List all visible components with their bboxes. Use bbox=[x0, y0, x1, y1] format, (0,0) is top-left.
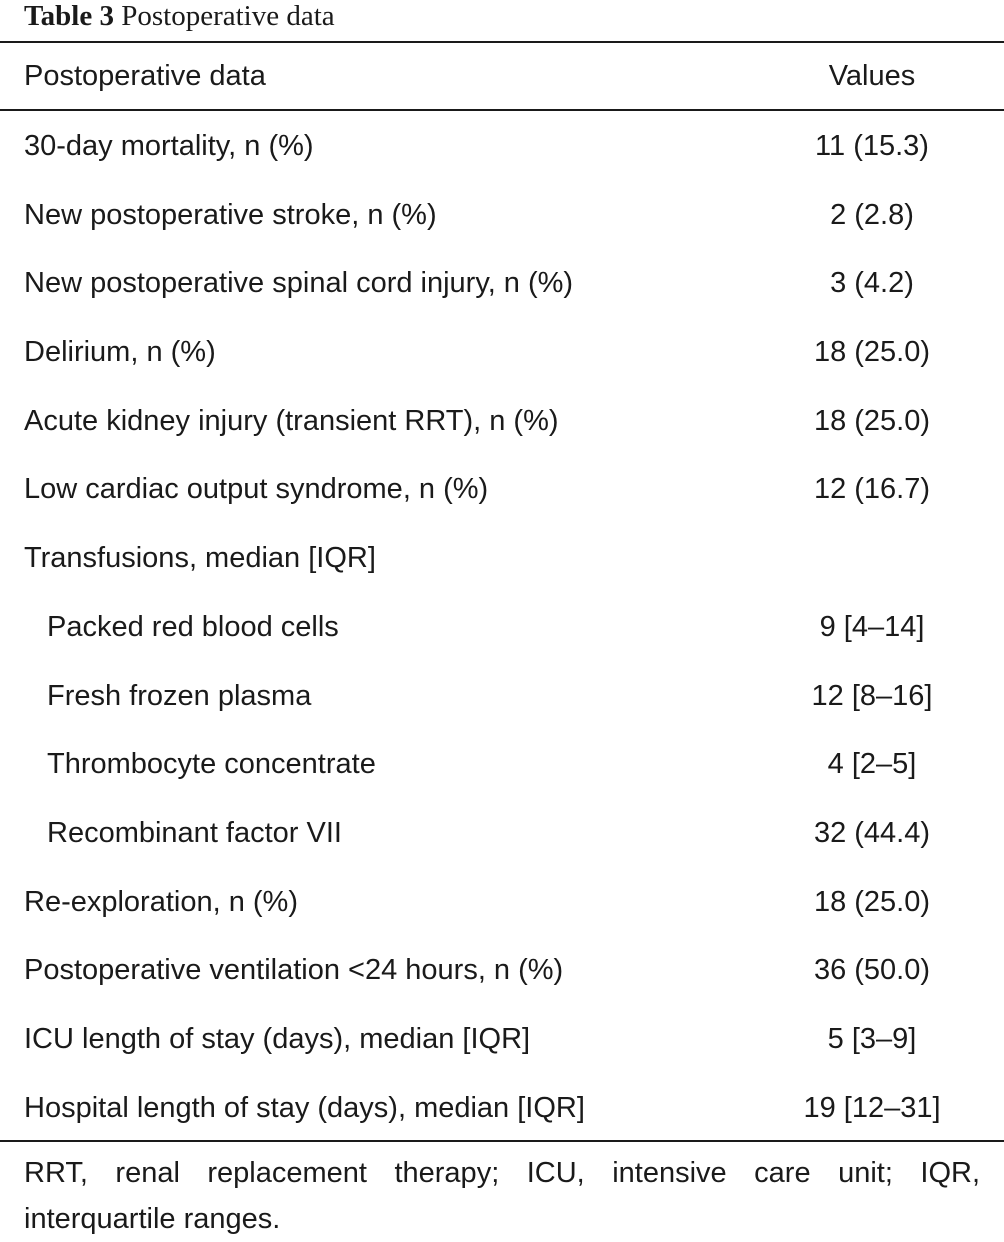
row-value: 4 [2–5] bbox=[827, 748, 917, 781]
table-row bbox=[0, 523, 1004, 592]
table-row bbox=[0, 111, 1004, 180]
header-label: Postoperative data bbox=[24, 60, 266, 92]
table-row bbox=[0, 386, 1004, 455]
table-row bbox=[0, 867, 1004, 936]
row-value: 12 [8–16] bbox=[811, 679, 933, 712]
row-label: New postoperative spinal cord injury, n (%) bbox=[24, 267, 574, 300]
row-label: Low cardiac output syndrome, n (%) bbox=[24, 473, 489, 506]
table-row bbox=[0, 248, 1004, 317]
row-value: 36 (50.0) bbox=[813, 954, 931, 987]
table-row bbox=[0, 1004, 1004, 1073]
table-caption bbox=[24, 0, 335, 40]
header-value: Values bbox=[828, 60, 916, 92]
table-row-sub bbox=[0, 729, 1004, 798]
table-row-sub bbox=[0, 592, 1004, 661]
table-footnote: RRT, renal replacement therapy; ICU, intensive care unit; IQR, interquartile ranges. bbox=[24, 1157, 980, 1235]
row-label: New postoperative stroke, n (%) bbox=[24, 198, 437, 231]
row-label: 30-day mortality, n (%) bbox=[24, 130, 314, 162]
table-row-sub bbox=[0, 798, 1004, 867]
row-value: 5 [3–9] bbox=[827, 1022, 917, 1055]
row-value: 11 (15.3) bbox=[815, 130, 929, 162]
row-label: Transfusions, median [IQR] bbox=[24, 542, 376, 575]
row-label: ICU length of stay (days), median [IQR] bbox=[24, 1022, 531, 1055]
table-row bbox=[0, 180, 1004, 249]
row-label: Acute kidney injury (transient RRT), n (%) bbox=[24, 404, 559, 437]
table-body bbox=[0, 111, 1004, 1141]
table-row bbox=[0, 935, 1004, 1004]
row-label: Packed red blood cells bbox=[47, 610, 339, 643]
row-value: 18 (25.0) bbox=[813, 885, 931, 918]
row-label: Re-exploration, n (%) bbox=[24, 885, 298, 918]
row-value: 3 (4.2) bbox=[830, 267, 914, 300]
table-bottom-rule bbox=[0, 1140, 1004, 1142]
table-row bbox=[0, 317, 1004, 386]
row-label: Recombinant factor VII bbox=[47, 816, 342, 849]
row-value: 19 [12–31] bbox=[803, 1091, 941, 1124]
table-row-sub bbox=[0, 661, 1004, 730]
row-label: Fresh frozen plasma bbox=[47, 679, 312, 712]
row-label: Delirium, n (%) bbox=[24, 336, 216, 369]
row-value: 18 (25.0) bbox=[813, 336, 931, 369]
row-label: Thrombocyte concentrate bbox=[47, 748, 376, 781]
row-value: 9 [4–14] bbox=[819, 610, 925, 643]
row-value: 18 (25.0) bbox=[813, 404, 931, 437]
row-label: Postoperative ventilation <24 hours, n (%) bbox=[24, 954, 564, 987]
table-number: Table 3 bbox=[24, 0, 114, 32]
row-value: 12 (16.7) bbox=[813, 473, 931, 506]
row-value: 2 (2.8) bbox=[830, 198, 914, 231]
row-value: 32 (44.4) bbox=[813, 816, 931, 849]
table-header bbox=[0, 43, 1004, 109]
table-title: Postoperative data bbox=[121, 0, 335, 32]
table-row bbox=[0, 454, 1004, 523]
row-label: Hospital length of stay (days), median [IQR] bbox=[24, 1091, 585, 1124]
table-row bbox=[0, 1073, 1004, 1142]
